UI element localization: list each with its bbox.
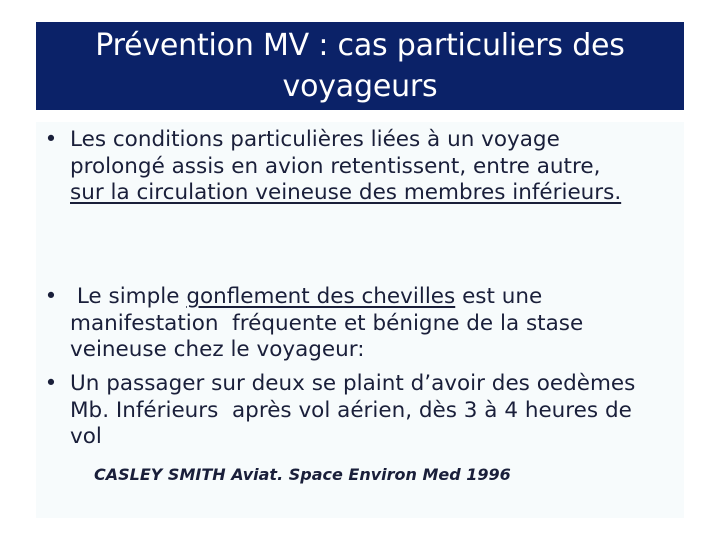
bullet-3-line-3: vol <box>70 424 102 449</box>
bullet-1-line-1: Les conditions particulières liées à un voyage <box>70 127 560 152</box>
bullet-2-prefix: Le simple <box>70 284 187 309</box>
bullet-1-line-3: sur la circulation veineuse des membres inférieurs. <box>70 180 622 205</box>
slide-title-line-1: Prévention MV : cas particuliers des <box>95 28 625 63</box>
bullet-2-line-3: veineuse chez le voyageur: <box>70 337 365 362</box>
content-area <box>36 122 684 518</box>
bullet-1-line-2: prolongé assis en avion retentissent, entre autre, <box>70 153 601 179</box>
bullet-marker: • <box>44 127 58 152</box>
bullet-3-line-1: Un passager sur deux se plaint d’avoir des oedèmes <box>70 371 636 396</box>
bullet-2-underlined: gonflement des chevilles <box>186 284 456 309</box>
bullet-marker: • <box>44 371 58 396</box>
bullet-2-suffix: est une <box>455 284 543 309</box>
slide-title-line-2: voyageurs <box>282 69 438 104</box>
citation-reference: CASLEY SMITH Aviat. Space Environ Med 1996 <box>94 465 511 484</box>
title-bar <box>36 22 684 110</box>
bullet-3-line-2: Mb. Inférieurs après vol aérien, dès 3 à 4 heures de <box>70 397 632 423</box>
bullet-2-line-2: manifestation fréquente et bénigne de la stase <box>70 310 584 336</box>
bullet-marker: • <box>44 284 58 309</box>
bullet-2-line-1 <box>70 284 676 311</box>
slide-title <box>36 25 684 107</box>
